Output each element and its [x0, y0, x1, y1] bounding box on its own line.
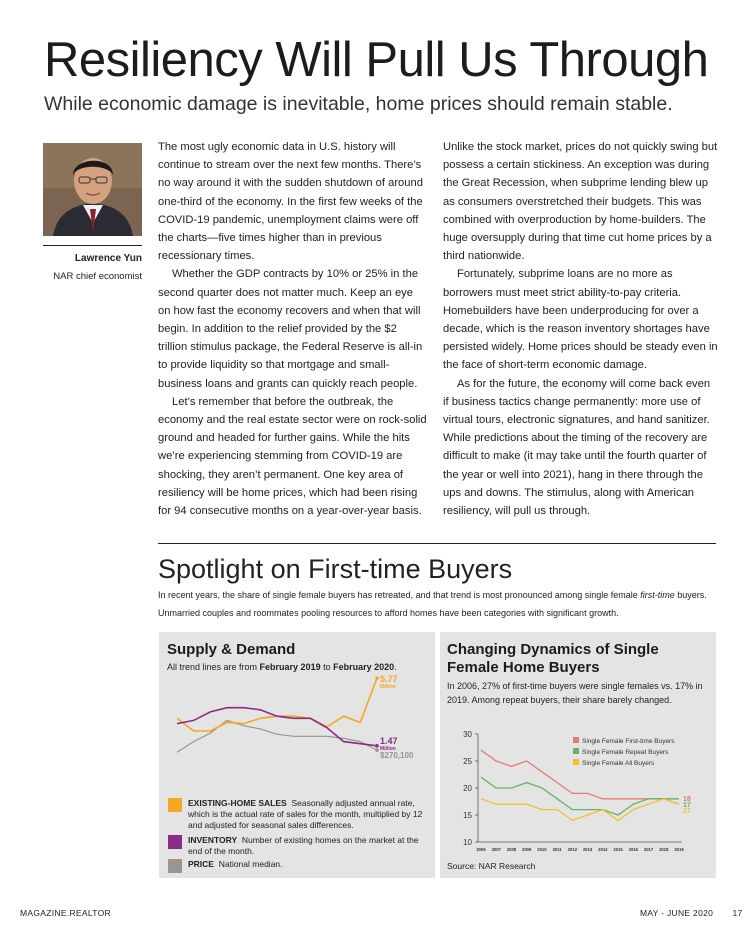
- section-divider: [158, 543, 716, 544]
- y-tick-label: 15: [463, 811, 472, 820]
- x-tick-label: 2016: [628, 847, 638, 852]
- x-tick-label: 2011: [552, 847, 562, 852]
- subtitle-text: to: [320, 662, 334, 672]
- legend-label-1: Single Female Repeat Buyers: [582, 749, 669, 756]
- end-date: February 2020: [333, 662, 395, 672]
- x-tick-label: 2014: [598, 847, 608, 852]
- x-tick-label: 2012: [567, 847, 578, 852]
- legend-existing-home-sales: [168, 798, 430, 831]
- legend-swatch-2: [573, 759, 579, 765]
- legend-price: [168, 859, 283, 873]
- end-label-inventory: 1.47: [380, 735, 398, 746]
- author-role: NAR chief economist: [53, 271, 142, 282]
- series-line-price: [177, 720, 377, 752]
- x-tick-label: 2013: [582, 847, 593, 852]
- x-tick-label: 2006: [476, 847, 486, 852]
- supply-demand-legend: [168, 798, 430, 874]
- legend-desc: Number of existing homes on the market at the end of the month.: [188, 835, 419, 856]
- end-label-inventory-unit: Million: [380, 745, 396, 752]
- subtitle-text: All trend lines are from: [167, 662, 260, 672]
- end-label-1: 17: [683, 802, 691, 810]
- legend-swatch: [168, 859, 182, 873]
- end-label-price: $270,100: [380, 751, 414, 761]
- x-tick-label: 2007: [491, 847, 501, 852]
- author-name: Lawrence Yun: [74, 253, 142, 264]
- y-tick-label: 30: [463, 730, 472, 739]
- spotlight-intro: [158, 586, 718, 622]
- article-subtitle: While economic damage is inevitable, home prices should remain stable.: [44, 93, 673, 115]
- series-line-1: [481, 777, 679, 815]
- article-title: Resiliency Will Pull Us Through: [44, 33, 709, 87]
- series-line-sales: [177, 678, 377, 731]
- legend-swatch-1: [573, 748, 579, 754]
- footer-site: MAGAZINE.REALTOR: [20, 908, 111, 918]
- end-point-price: [375, 748, 379, 752]
- end-label-sales: 5.77: [380, 674, 398, 684]
- x-tick-label: 2015: [613, 847, 623, 852]
- legend-desc: Seasonally adjusted annual rate, which is the actual rate of sales for the month, multiplied by 12 and adjusted for seasonal sales differences.: [188, 798, 423, 830]
- paragraph: As for the future, the economy will come back even if business tactics change permanently: more use of virtual tours, electronic signatures, and hand sanitizer. While predictions about the timing of the recovery are difficult to make (it may take until the fourth quarter of the year or well into 2021), hang in there through the ups and downs. The stimulus, along with American resiliency, will pull us through.: [443, 377, 711, 518]
- author-portrait: [43, 143, 142, 236]
- series-line-0: [481, 750, 679, 804]
- footer-date: MAY - JUNE 2020: [640, 908, 714, 918]
- y-tick-label: 10: [463, 838, 472, 847]
- end-label-0: 18: [683, 795, 691, 803]
- article-column-2: [443, 138, 718, 520]
- page-number: 17: [732, 908, 743, 918]
- x-tick-label: 2017: [643, 847, 654, 852]
- chart-source: Source: NAR Research: [447, 861, 536, 871]
- supply-demand-panel: [159, 632, 435, 878]
- intro-text: buyers. Unmarried couples and roommates pooling resources to afford homes have been categories with significant growth.: [158, 590, 707, 618]
- paragraph: Let’s remember that before the outbreak, the economy and the real estate sector were on rock-solid ground and headed for further gains. While the hits we’re experiencing stemming from COVID-19 are shocking, they aren’t permanent. One key area of resiliency will be home prices, which had been rising for 94 consecutive months on a year-over-year basis.: [158, 395, 427, 518]
- paragraph: The most ugly economic data in U.S. history will continue to stream over the next few months. There’s no way around it with the sudden shutdown of around one-third of the economy. In the first few weeks of the COVID-19 pandemic, unemployment claims were off the charts—five times higher than in previous recessionary times.: [158, 141, 423, 263]
- legend-text: [188, 835, 430, 857]
- paragraph: Whether the GDP contracts by 10% or 25% in the second quarter does not matter much. Keep an eye on how fast the economy recovers and when that will begin. In addition to the relief provided by the $2 trillion stimulus package, the Federal Reserve is all-in to provide liquidity so that mortgage and small-business loans and grants can quickly reach people.: [158, 268, 423, 390]
- x-tick-label: 2018: [659, 847, 669, 852]
- y-tick-label: 20: [463, 784, 472, 793]
- legend-swatch: [168, 798, 182, 812]
- legend-text: [188, 859, 283, 873]
- x-tick-label: 2010: [537, 847, 547, 852]
- subtitle-text: .: [394, 662, 397, 672]
- end-label-sales-unit: Million: [380, 684, 396, 690]
- legend-label: EXISTING-HOME SALES: [188, 798, 287, 808]
- start-date: February 2019: [259, 662, 321, 672]
- paragraph: Unlike the stock market, prices do not quickly swing but possess a certain stickiness. An exception was during the Great Recession, when subprime lending blew up as consumers overstretched their budgets. This was combined with overproduction by home-builders. The huge oversupply during that time cut home prices by a third nationwide.: [443, 141, 718, 263]
- series-line-inventory: [177, 708, 377, 746]
- supply-demand-title: Supply & Demand: [167, 641, 296, 658]
- x-tick-label: 2008: [506, 847, 517, 852]
- footer-issue: [640, 908, 743, 918]
- intro-text: In recent years, the share of single female buyers has retreated, and that trend is most pronounced among single female: [158, 590, 641, 600]
- single-female-title: Changing Dynamics of Single Female Home Buyers: [447, 641, 659, 676]
- legend-desc: National median.: [218, 859, 283, 869]
- x-tick-label: 2019: [674, 847, 684, 852]
- author-rule: [43, 245, 142, 246]
- legend-label-2: Single Female All Buyers: [582, 760, 655, 767]
- supply-demand-chart: [159, 672, 435, 792]
- legend-label: INVENTORY: [188, 835, 238, 845]
- single-female-subtitle: In 2006, 27% of first-time buyers were single females vs. 17% in 2019. Among repeat buyers, their share barely changed.: [447, 681, 703, 705]
- x-tick-label: 2009: [522, 847, 532, 852]
- single-female-chart: [440, 726, 716, 858]
- y-tick-label: 25: [463, 757, 472, 766]
- paragraph: Fortunately, subprime loans are no more as borrowers must meet strict ability-to-pay criteria. Homebuilders have been underproducing for over a decade, which is the reason inventory shortages have persisted widely. Home prices should be steady even in the face of short-term economic damage.: [443, 268, 718, 372]
- end-point-inventory: [375, 744, 379, 748]
- legend-swatch: [168, 835, 182, 849]
- legend-text: [188, 798, 430, 831]
- article-column-1: [158, 138, 428, 520]
- end-label-2: 17: [683, 808, 691, 816]
- spotlight-title: Spotlight on First-time Buyers: [158, 554, 513, 584]
- author-photo: [43, 143, 142, 236]
- end-point-sales: [375, 676, 379, 680]
- single-female-panel: [440, 632, 716, 878]
- legend-label: PRICE: [188, 859, 214, 869]
- legend-swatch-0: [573, 737, 579, 743]
- legend-label-0: Single Female First-time Buyers: [582, 738, 675, 745]
- legend-inventory: [168, 835, 430, 857]
- intro-emphasis: first-time: [640, 590, 675, 600]
